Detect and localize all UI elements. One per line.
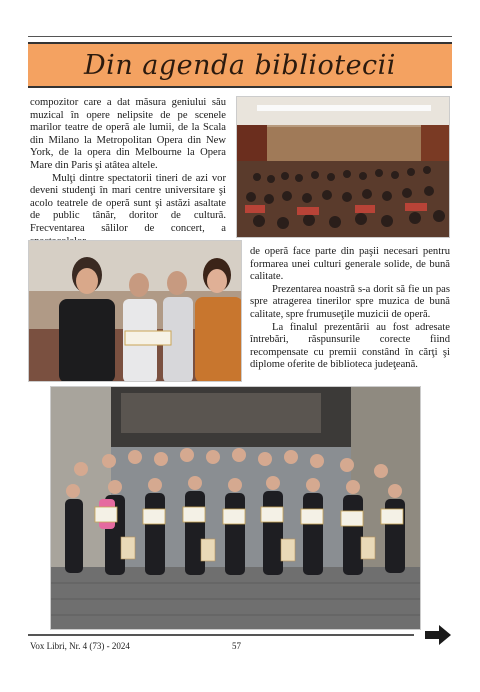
- paragraph: Prezentarea noastră s-a dorit să fie un pas spre atragerea tinerilor spre muzica de bună calitate, spre frumuseţile muzicii de operă.: [250, 283, 450, 320]
- handover-image: [29, 241, 242, 382]
- paragraph: compozitor care a dat măsura geniului său muzical în opere nelipsite de pe scenele marilor teatre de operă ale lumii, de la Scala din Milano la Metropolitan Opera din New York, de la opera din Melbourne la Opera Mare din Paris şi atâtea altele.: [30, 97, 226, 171]
- article-text-mid: [250, 246, 450, 372]
- group-image: [51, 387, 421, 630]
- auditorium-image: [237, 97, 450, 238]
- article-text-top: [30, 97, 226, 248]
- footer-rule: [28, 634, 414, 636]
- group-photo: [50, 386, 421, 630]
- paragraph: de operă face parte din paşii necesari pentru formarea unei culturi generale solide, de bună calitate.: [250, 246, 450, 283]
- paragraph: La finalul prezentării au fost adresate întrebări, răspunsurile corecte fiind recompensate cu premii constând în cărţi şi diplome oferite de biblioteca judeţeană.: [250, 321, 450, 371]
- top-rule: [28, 36, 452, 37]
- auditorium-photo: [236, 96, 450, 238]
- next-page-arrow-icon[interactable]: [425, 625, 451, 645]
- paragraph: Mulţi dintre spectatorii tineri de azi vor deveni studenţi în mari centre universitare şi acolo teatrele de operă sunt şi astăzi asaltate de public tânăr, doritor de cultură. Frecventarea sălilor de concert, a: [30, 172, 226, 234]
- section-title: Din agenda bibliotecii: [84, 49, 396, 81]
- page-number: 57: [232, 641, 241, 651]
- journal-name: Vox Libri, Nr. 4 (73) - 2024: [30, 641, 130, 651]
- section-banner: [28, 42, 452, 88]
- award-handover-photo: [28, 240, 242, 382]
